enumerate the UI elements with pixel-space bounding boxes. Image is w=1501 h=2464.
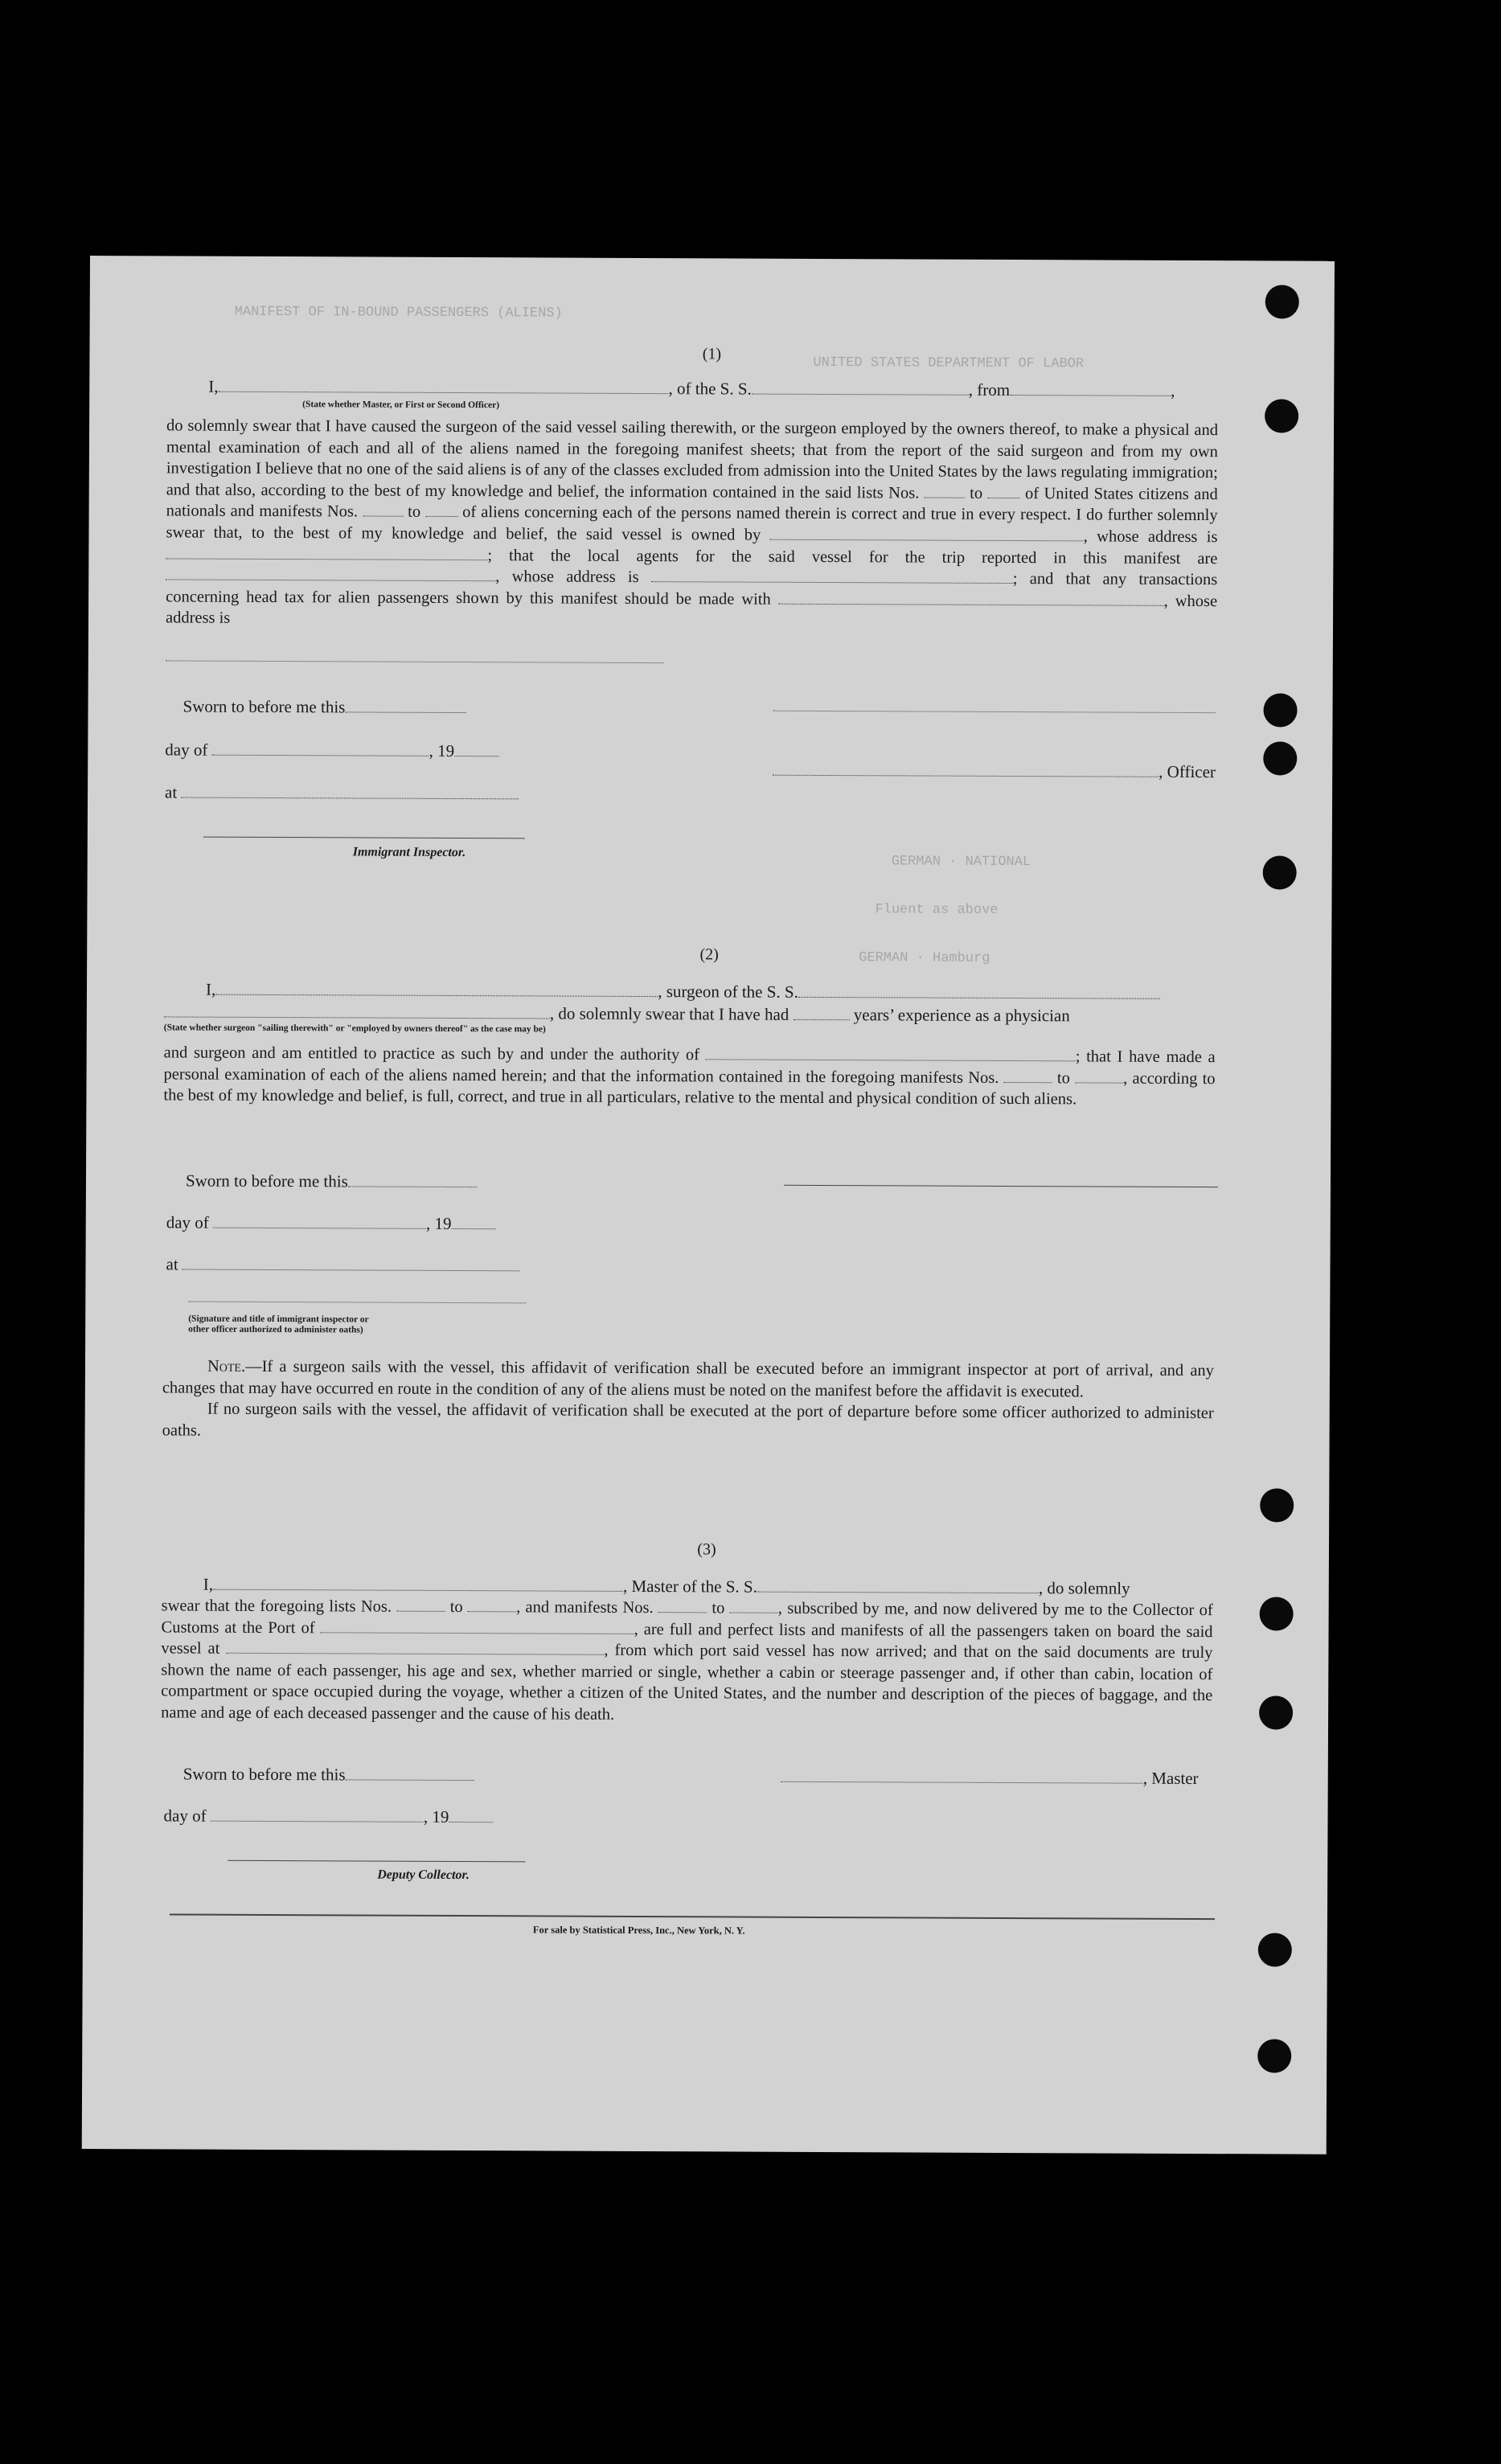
at-line: at xyxy=(165,782,519,804)
surgeon-line-2: , do solemnly swear that I have had years’ experience as a physician xyxy=(164,1002,1070,1026)
surgeon-ship-field[interactable] xyxy=(798,997,1160,999)
sworn-line: Sworn to before me this xyxy=(182,697,465,719)
month-field[interactable] xyxy=(212,755,429,756)
place-field[interactable] xyxy=(181,797,519,800)
month-field[interactable] xyxy=(213,1228,426,1229)
ship-name-field[interactable] xyxy=(752,394,969,396)
surgeon-manifest-to-field[interactable] xyxy=(1075,1082,1123,1083)
owner-address-field[interactable] xyxy=(166,558,487,560)
surgeon-line: I, , surgeon of the S. S. xyxy=(206,980,1160,1004)
officer-line: , Officer xyxy=(773,761,1216,782)
manifests-from-field[interactable] xyxy=(658,1612,707,1613)
surgeon-status-field[interactable] xyxy=(164,1016,550,1019)
bleed-through: Fluent as above xyxy=(875,902,999,918)
lists-from-field[interactable] xyxy=(925,497,965,498)
bleed-through: UNITED STATES DEPARTMENT OF LABOR xyxy=(813,355,1085,372)
master-name-field[interactable] xyxy=(213,1589,623,1592)
inspector-signature-field[interactable] xyxy=(203,837,525,839)
rank-caption: (State whether Master, or First or Second Officer) xyxy=(302,400,500,411)
bleed-through: GERMAN · NATIONAL xyxy=(891,854,1031,871)
printer-imprint: For sale by Statistical Press, Inc., New York, N. Y. xyxy=(532,1924,745,1937)
manifests-to-field[interactable] xyxy=(730,1612,778,1613)
punch-hole xyxy=(1265,285,1299,318)
surgeon-signature-field[interactable] xyxy=(784,1185,1218,1187)
surgeon-name-field[interactable] xyxy=(215,994,658,997)
punch-hole xyxy=(1260,1597,1294,1630)
sworn-line: Sworn to before me this xyxy=(186,1171,477,1193)
punch-hole xyxy=(1258,1933,1292,1966)
authority-field[interactable] xyxy=(706,1059,1076,1061)
master-oath-text: do solemnly swear that I have caused the surgeon of the said vessel sailing therewith, or the surgeon employed by the owners thereof, to make a physical and mental examination of each and all of the aliens named in the foregoing manifest sheets; that from the report of the said surgeon and from my own investigation I believe that no one of the said aliens is of any of the classes excluded from admission into the United States by the laws regulating immigration; and that also, according to the best of my knowledge and belief, the information contained in the said lists Nos. to of United States citizens and nationals and manifests Nos. to of aliens concerning each of the persons named therein is correct and true in every respect. I do further solemnly swear that, to the best of my knowledge and belief, the said vessel is owned by , whose address is ; that the local agents for the said vessel for the trip reported in this manifest are , whose address is ; and that any transactions concerning head tax for alien passengers shown by this manifest should be made with , whose address is xyxy=(165,416,1219,628)
lists-from-field[interactable] xyxy=(396,1611,445,1612)
master-oath-line: I, , of the S. S. , from , xyxy=(208,376,1175,400)
lists-to-field[interactable] xyxy=(468,1611,516,1612)
place-field[interactable] xyxy=(182,1269,520,1272)
day-of-line: day of , 19 xyxy=(165,740,498,761)
rank-field[interactable] xyxy=(219,392,669,394)
punch-hole xyxy=(1265,399,1298,433)
master-line: I, , Master of the S. S. , do solemnly xyxy=(203,1574,1130,1598)
officer-signature-field[interactable] xyxy=(188,1302,526,1304)
year-field[interactable] xyxy=(452,1228,496,1229)
punch-hole xyxy=(1259,1695,1293,1729)
manifests-to-field[interactable] xyxy=(425,516,457,517)
section-number: (3) xyxy=(697,1540,716,1559)
head-tax-contact-field[interactable] xyxy=(778,603,1164,605)
at-line: at xyxy=(166,1254,520,1276)
embarkation-port-field[interactable] xyxy=(226,1653,604,1655)
punch-hole xyxy=(1263,693,1297,727)
manifest-page xyxy=(82,256,1335,2154)
deputy-title: Deputy Collector. xyxy=(377,1867,470,1883)
head-tax-address-field[interactable] xyxy=(166,660,664,663)
sworn-day-field[interactable] xyxy=(348,1186,477,1187)
punch-hole xyxy=(1263,741,1297,775)
manifests-from-field[interactable] xyxy=(363,516,403,517)
master-signature-field[interactable] xyxy=(781,1781,1143,1784)
departure-port-field[interactable] xyxy=(1010,395,1171,396)
agents-field[interactable] xyxy=(166,580,495,582)
owner-field[interactable] xyxy=(770,539,1084,542)
signature-caption: (Signature and title of immigrant inspector or other officer authorized to administer oaths) xyxy=(188,1314,369,1335)
note-label: Note. xyxy=(207,1357,246,1375)
day-of-line: day of , 19 xyxy=(166,1212,496,1234)
master-signature-field[interactable] xyxy=(773,711,1216,713)
bleed-through: MANIFEST OF IN-BOUND PASSENGERS (ALIENS) xyxy=(234,304,563,322)
years-field[interactable] xyxy=(794,1019,850,1020)
sworn-day-field[interactable] xyxy=(346,1779,474,1781)
footer-rule xyxy=(170,1913,1215,1920)
sworn-line: Sworn to before me this xyxy=(183,1765,474,1786)
inspector-title: Immigrant Inspector. xyxy=(352,845,466,860)
punch-hole xyxy=(1260,1488,1294,1522)
section-number: (2) xyxy=(699,945,719,964)
section-number: (1) xyxy=(702,345,722,363)
officer-signature-field[interactable] xyxy=(773,775,1159,777)
master-declaration-text: swear that the foregoing lists Nos. to , and manifests Nos. to , subscribed by me, and now delivered by me to the Collector of Customs at the Port of , are full and perfect lists and manifests of all the passengers taken on board the said vessel at , from which port said vessel has now arrived; and that on the said documents are truly shown the name of each passenger, his age and sex, whether married or single, whether a cabin or steerage passenger and, if other than cabin, location of compartment or space occupied during the voyage, whether a citizen of the United States, and the number and description of the pieces of baggage, and the name and age of each deceased passenger and the cause of his death. xyxy=(161,1597,1213,1724)
surgeon-oath-text: and surgeon and am entitled to practice as such by and under the authority of ; that I have made a personal examination of each of the aliens named herein; and that the information contained in the foregoing manifests Nos. to , according to the best of my knowledge and belief, is full, correct, and true in all particulars, relative to the mental and physical condition of such aliens. xyxy=(163,1043,1216,1109)
bleed-through: GERMAN · Hamburg xyxy=(859,950,990,966)
deputy-signature-field[interactable] xyxy=(228,1860,525,1863)
note-text: Note.—If a surgeon sails with the vessel, this affidavit of verification shall be executed before an immigrant inspector at port of arrival, and any changes that may have occurred en route in the condition of any of the aliens must be noted on the manifest before the affidavit is executed. If no surgeon sails with the vessel, the affidavit of verification shall be executed at the port of departure before some officer authorized to administer oaths. xyxy=(162,1357,1215,1440)
day-of-line: day of , 19 xyxy=(163,1806,493,1827)
punch-hole xyxy=(1263,855,1297,889)
sworn-day-field[interactable] xyxy=(345,711,465,713)
month-field[interactable] xyxy=(211,1821,424,1822)
surgeon-manifest-from-field[interactable] xyxy=(1004,1082,1052,1083)
master-signature-line: , Master xyxy=(781,1767,1199,1789)
punch-hole xyxy=(1257,2039,1291,2072)
surgeon-status-caption: (State whether surgeon "sailing therewith" or "employed by owners thereof" as the case may be) xyxy=(163,1023,546,1035)
agents-address-field[interactable] xyxy=(651,581,1013,584)
master-ship-field[interactable] xyxy=(757,1592,1039,1594)
customs-port-field[interactable] xyxy=(321,1632,634,1634)
